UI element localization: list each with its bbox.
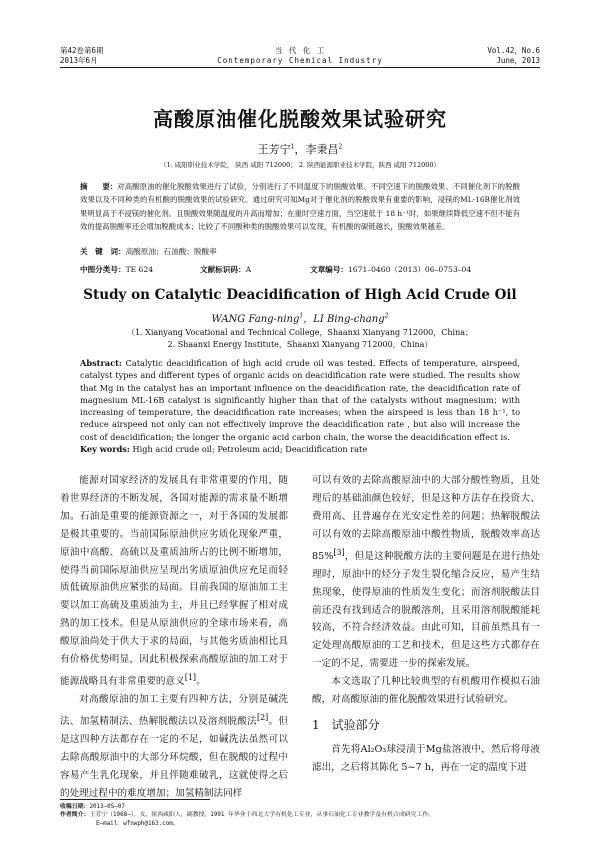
- author-bio: 王芳宁（1968–），女，陕西咸阳人，副教授，1991 年毕业于西北大学有机化工专业，从事石油化工专业教学及有机合成研究工作。: [89, 812, 435, 819]
- author-2-en-sup: 2: [384, 312, 389, 320]
- footnote-rule: [60, 799, 210, 800]
- email-label: E–mail：: [96, 820, 124, 827]
- clc-label: 中图分类号：: [80, 265, 126, 274]
- paragraph-end: 。但是这四种方法都存在一定的不足，如碱洗法虽然可以去除高酸原油中的大部分环烷酸，但在脱酸的过程中容易产生乳化现象，并且伴随难破乳，这就使得之后的处理过程中的难度增加；加氢精制法同样: [60, 716, 289, 799]
- doc-code-label: 文献标识码：: [200, 265, 246, 274]
- paragraph-end: 。: [196, 676, 206, 688]
- abstract-en-label: Abstract:: [80, 358, 122, 368]
- volume-issue: 第42卷第6期: [60, 46, 104, 55]
- body-right-column: [312, 472, 540, 777]
- article-no-value: 1671–0460（2013）06–0753–04: [347, 265, 472, 274]
- received-line: [60, 803, 540, 811]
- body-paragraph: [60, 691, 288, 803]
- header-rule: [60, 67, 540, 68]
- email-address: wfnwph@163.com。: [123, 820, 179, 827]
- journal-name-en: Contemporary Chemical Industry: [217, 56, 383, 65]
- authors-cn: [0, 141, 600, 157]
- abstract-cn: [80, 180, 520, 233]
- section-title: 试验部分: [331, 717, 380, 732]
- affiliation-cn: （1. 咸阳职业技术学院， 陕西 咸阳 712000； 2. 陕西能源职业技术学院，陕西 咸阳 712000）: [159, 161, 441, 169]
- author-separator: ，: [294, 143, 306, 156]
- keywords-cn: [80, 246, 520, 257]
- author-bio-label: 作者简介：: [60, 812, 90, 819]
- author-2-sup: 2: [338, 143, 343, 151]
- keywords-en-text: High acid crude oil; Petroleum acid; Deacidification rate: [132, 444, 368, 454]
- author-1-en-sup: 1: [299, 312, 304, 320]
- abstract-cn-label: 摘 要：: [80, 182, 118, 191]
- paragraph-text: 可以有效的去除高酸原油中的大部分酸性物质，且处理后的基础油颜色较好，但是这种方法存在投资大、费用高、且普遍存在光安定性差的问题；热解脱酸法可以有效的去除高酸原油中酸性物质，脱酸效率高达 85%: [312, 475, 540, 562]
- paragraph-text: 能源对国家经济的发展具有非常重要的作用，随着世界经济的不断发展，各国对能源的需求量不断增加。石油是重要的能源资源之一，对于各国的发展都是极其重要的。当前国际原油供应劣质化现象严重，原油中高酸、高硫以及重质油所占的比例不断增加，使得当前国际原油供应呈现出劣质原油供应充足而轻质低硫原油供应紧张的局面。目前我国的原油加工主要以加工高硫及重质油为主，并且已经掌握了相对成熟的加工技术。但是从原油供应的全球市场来看，高酸原油尚处于供大于求的局面，与其他劣质油相比具有价格优势明显，因此积极探索高酸原油的加工对于能源战略具有非常重要的意义: [60, 475, 288, 688]
- keywords-en: [80, 444, 520, 454]
- affiliation-en: [0, 327, 600, 351]
- paragraph-end: ，但是这种脱酸方法的主要问题是在进行热处理时，原油中的烃分子发生裂化缩合反应，易产生结焦现象，使得原油的性质发生变化；而溶剂脱酸法目前还没有找到适合的脱酸溶剂，且采用溶剂脱酸能耗较高，不符合经济效益。由此可知，目前虽然具有一定处理高酸原油的工艺和技术，但是这些方式都存在一定的不足，需要进一步的探索发展。: [312, 550, 540, 670]
- citation: [1]: [184, 672, 197, 682]
- affiliation-en-line-1: （1. Xianyang Vocational and Technical College，Shaanxi Xianyang 712000，China；: [126, 328, 474, 337]
- author-1: 王芳宁: [257, 143, 291, 156]
- author-1-en: WANG Fang-ning: [211, 314, 300, 325]
- journal-issue-en: [487, 46, 540, 66]
- footnote: [60, 803, 540, 828]
- email-line: [60, 820, 540, 828]
- body-left-column: [60, 472, 288, 803]
- classification-line: [80, 264, 520, 275]
- author-bio-line: [60, 811, 540, 819]
- affiliation-en-line-2: 2. Shaanxi Energy Institute，Shaanxi Xianyang 712000，China）: [167, 340, 433, 349]
- abstract-en-text: Catalytic deacidification of high acid crude oil was tested. Effects of temperature, airspeed, catalyst types and different types of organic acids on deacidification rate were studied. The results show that Mg in the catalyst has an important influence on the deacidification rate, the deacidification rate of magnesium ML-16B catalyst is significantly higher than that of the catalysts without magnesium；with increasing of temperature, the deacidification rate increases; when the airspeed is less than 18 h⁻¹, to reduce airspeed not only can not effectively improve the deacidification rate , but also will increase the cost of deacidification; the longer the organic acid carbon chain, the worse the deacidification effect is.: [80, 358, 520, 442]
- author-en-separator: ，: [303, 314, 314, 325]
- volume-issue-en: Vol.42，No.6: [487, 46, 540, 55]
- journal-name-cn: 当 代 化 工: [274, 46, 326, 55]
- issue-date: 2013年6月: [60, 56, 98, 65]
- clc-value: TE 624: [125, 265, 154, 274]
- body-paragraph: 本文选取了几种比较典型的有机酸用作模拟石油酸，对高酸原油的催化脱酸效果进行试验研究。: [312, 676, 540, 706]
- doc-code-value: A: [245, 265, 252, 274]
- abstract-cn-text: 对高酸原油的催化脱酸效果进行了试验，分别进行了不同温度下的脱酸效果、不同空速下的脱酸效果、不同催化剂下的脱酸效果以及不同种类的有机酸的脱酸效果的试验研究。通过研究可知Mg对于催化剂的脱酸效果有重要的影响，浸镁的ML-16B催化剂效果明显高于不浸镁的催化剂。且脱酸效果随温度的升高而增加；在重时空速方面，当空速低于 18 h⁻¹时，如果继续降低空速不但不能有效的提高脱酸率还会增加脱酸成本；比较了不同酸种类的脱酸效果可以发现，有机酸的碳链越长，脱酸效果越差。: [80, 182, 520, 231]
- abstract-en: [80, 357, 520, 443]
- author-2-en: LI Bing-chang: [313, 314, 385, 325]
- keywords-en-label: Key words:: [80, 444, 130, 454]
- author-2: 李秉昌: [305, 143, 339, 156]
- keywords-cn-text: 高酸原油；石油酸；脱酸率: [125, 247, 217, 256]
- section-number: 1: [312, 717, 320, 732]
- received-label: 收稿日期：: [60, 804, 90, 810]
- title-en: Study on Catalytic Deacidification of High Acid Crude Oil: [83, 287, 517, 303]
- body-paragraph: [312, 472, 540, 673]
- author-1-sup: 1: [290, 143, 295, 151]
- citation: [3]: [333, 547, 345, 557]
- paragraph-text: 对高酸原油的加工主要有四种方法，分别是碱洗法、加氢精制法、热解脱酸法以及溶剂脱酸法: [60, 694, 288, 728]
- issue-date-en: June，2013: [496, 56, 540, 65]
- received-date: 2013–05–07: [89, 804, 125, 810]
- citation: [2]: [256, 712, 269, 722]
- article-no-label: 文章编号：: [310, 265, 348, 274]
- authors-en: [0, 310, 600, 325]
- title-cn: 高酸原油催化脱酸效果试验研究: [153, 107, 447, 131]
- body-paragraph: [60, 472, 288, 691]
- section-heading: [312, 717, 540, 735]
- keywords-cn-label: 关 键 词：: [80, 247, 126, 256]
- body-paragraph: 首先将Al₂O₃球浸渍于Mg盐溶液中，然后将母液滤出，之后将其陈化 5~7 h，再在一定的温度下进: [312, 743, 540, 773]
